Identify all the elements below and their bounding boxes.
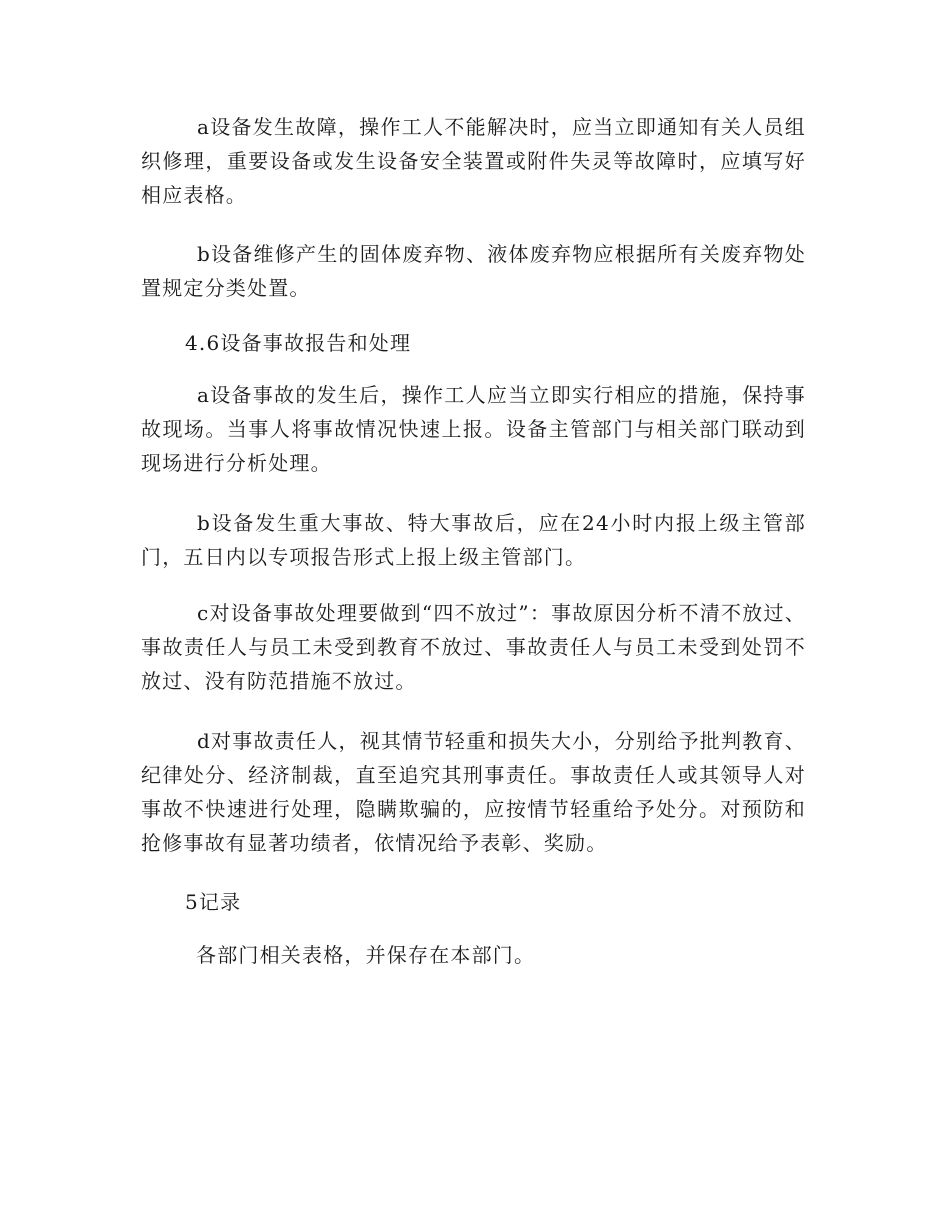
paragraph-maintenance-waste: b设备维修产生的固体废弃物、液体废弃物应根据所有关废弃物处置规定分类处置。 — [141, 242, 806, 300]
paragraph-equipment-fault: a设备发生故障，操作工人不能解决时，应当立即通知有关人员组织修理，重要设备或发生设备安全装置或附件失灵等故障时，应填写好相应表格。 — [141, 115, 806, 207]
paragraph-four-not-let-go: c对设备事故处理要做到“四不放过”：事故原因分析不清不放过、事故责任人与员工未受到教育不放过、事故责任人与员工未受到处罚不放过、没有防范措施不放过。 — [141, 601, 806, 693]
section-heading-4-6: 4.6设备事故报告和处理 — [185, 331, 412, 355]
paragraph-records: 各部门相关表格，并保存在本部门。 — [196, 943, 536, 967]
paragraph-responsibility: d对事故责任人，视其情节轻重和损失大小，分别给予批判教育、纪律处分、经济制裁，直至追究其刑事责任。事故责任人或其领导人对事故不快速进行处理，隐瞒欺骗的，应按情节轻重给予处分。对预防和抢修事故有显著功绩者，依情况给予表彰、奖励。 — [141, 729, 806, 855]
paragraph-major-accident-report: b设备发生重大事故、特大事故后，应在24小时内报上级主管部门，五日内以专项报告形式上报上级主管部门。 — [141, 511, 806, 569]
paragraph-accident-response: a设备事故的发生后，操作工人应当立即实行相应的措施，保持事故现场。当事人将事故情况快速上报。设备主管部门与相关部门联动到现场进行分析处理。 — [141, 383, 806, 475]
section-heading-5: 5记录 — [185, 890, 242, 914]
